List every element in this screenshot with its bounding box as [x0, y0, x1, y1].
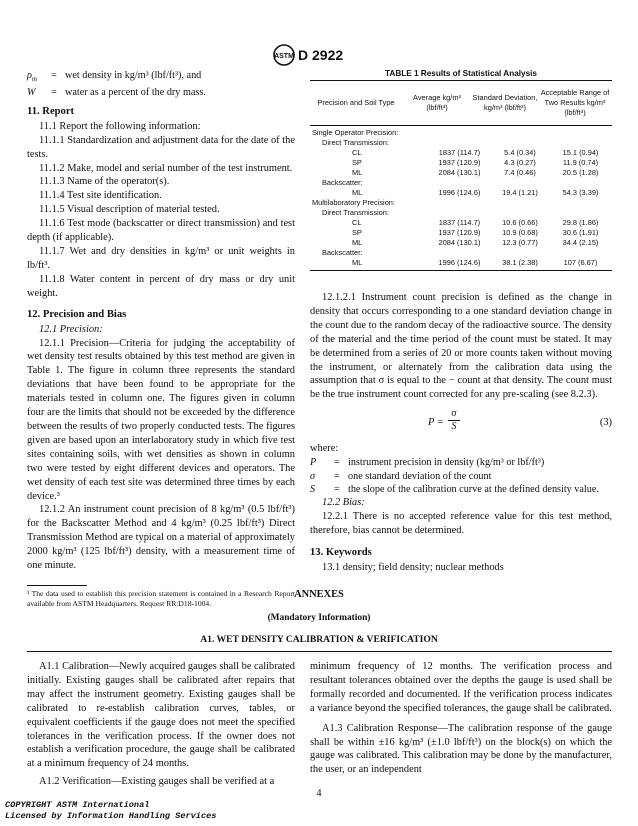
table-row: [310, 258, 612, 268]
report-items: [27, 120, 295, 301]
cell-average: [428, 208, 491, 218]
table-row: [310, 248, 612, 258]
cell-type: Single Operator Precision:: [312, 128, 399, 137]
cell-average: 1996 (124.6): [438, 258, 481, 267]
cell-average: 1837 (114.7): [438, 148, 481, 157]
table-row: [310, 208, 612, 218]
cell-type: ML: [352, 238, 363, 247]
cell-average: [428, 138, 491, 148]
table-row: [310, 138, 612, 148]
cell-std-dev: 12.3 (0.77): [502, 238, 538, 247]
results-table: [310, 80, 612, 271]
cell-range: [549, 128, 612, 138]
cell-range: 30.6 (1.91): [562, 228, 599, 237]
cell-range: [549, 208, 612, 218]
cell-range: [549, 248, 612, 258]
equation: [310, 408, 612, 438]
cell-type: ML: [352, 188, 363, 197]
def-text: the slope of the calibration curve at the defined density value.: [348, 483, 599, 495]
bias-12-2: 12.2 Bias:: [322, 497, 365, 509]
table-row: [310, 148, 612, 158]
report-item: 11.1.1 Standardization and adjustment data for the date of the tests.: [27, 134, 295, 160]
cell-average: [428, 128, 491, 138]
table-row: [310, 198, 612, 208]
cell-average: 1837 (114.7): [438, 218, 481, 227]
definition-row: [310, 456, 612, 469]
cell-type: Direct Transmission:: [322, 138, 389, 147]
def-eq: =: [51, 70, 57, 81]
cell-std-dev: [491, 128, 549, 138]
where-label: where:: [310, 443, 339, 455]
left-column: [27, 69, 295, 609]
def-symbol: W: [27, 87, 36, 99]
cell-std-dev: 10.9 (0.68): [502, 228, 538, 237]
col-header-average: Average kg/m³ (lbf/ft³): [413, 93, 461, 112]
def-text: water as a percent of the dry mass.: [65, 87, 206, 99]
col-header-std-dev: Standard Deviation, kg/m³ (lbf/ft³): [472, 93, 538, 112]
eq-number: (3): [599, 417, 612, 429]
annex-a1-2: A1.2 Verification—Existing gauges shall be verified at a: [39, 776, 275, 788]
cell-type: Multilaboratory Precision:: [312, 198, 395, 207]
eq-fraction: [448, 408, 460, 433]
footnote-rule: [27, 585, 87, 586]
eq-lhs: P =: [428, 417, 444, 429]
annex-a1-1: A1.1 Calibration—Newly acquired gauges shall be calibrated initially. Existing gauges shall be calibrated after repairs that may affect the instrument geometry. Existing gauges shall be calibrated to re-establish calibration curves, tables, or equivalent coefficients if the gauge does not meet the specified tolerances in the verification process. If the owner does not establish a verification procedure, the gauge shall be calibrated at a minimum frequency of 24 months.: [27, 661, 295, 770]
cell-std-dev: [491, 248, 549, 258]
table-row: [310, 168, 612, 178]
def-symbol: P: [310, 457, 317, 469]
cell-std-dev: 4.3 (0.27): [504, 158, 536, 167]
def-symbol: S: [310, 483, 316, 495]
cell-average: [428, 198, 491, 208]
report-item: 11.1.8 Water content in percent of dry mass or dry unit weight.: [27, 273, 295, 299]
definition-row: [310, 470, 612, 483]
top-definitions: [27, 69, 295, 100]
cell-range: 11.9 (0.74): [562, 158, 599, 167]
annex-title: ANNEXES: [294, 589, 344, 600]
precision-12-1: 12.1 Precision:: [39, 323, 103, 335]
def-text: wet density in kg/m³ (lbf/ft³), and: [65, 70, 202, 81]
keywords-text: 13.1 density; field density; nuclear methods: [322, 562, 504, 574]
report-item: 11.1.7 Wet and dry densities in kg/m³ or unit weights in lb/ft³.: [27, 246, 295, 271]
annex-a1-2-cont: minimum frequency of 12 months. The verification process and resultant tolerances obtained over the depths the gauge is used shall be formally recorded and documented. If the verification process indicates a variance beyond the specified tolerances, the gauge shall be calibrated.: [310, 661, 612, 714]
cell-std-dev: 38.1 (2.38): [502, 258, 538, 267]
copyright-line-1: COPYRIGHT ASTM International: [5, 800, 150, 810]
table-body: [310, 128, 612, 268]
definition-row: [27, 86, 295, 99]
cell-range: 107 (6.67): [563, 258, 598, 267]
table-header: [310, 81, 612, 126]
annex-left-column: [27, 660, 295, 789]
table-row: [310, 238, 612, 248]
doc-id: D 2922: [298, 47, 344, 63]
precision-12-1-1: 12.1.1 Precision—Criteria for judging the acceptability of wet density test results obtained by this test method are given in Table 1. The figure in column three represents the standard deviations that have been found to be appropriate for the materials tested in column one. The figures given in column four are the limits that should not be exceeded by the difference between the results of two properly conducted tests. The figures given are based upon an interlaboratory study in which five test sites containing soils, with wet densities as shown in column two were tested by eight different devices and operators. The wet density of each test site was determined three times by each device.³: [27, 337, 295, 502]
cell-range: 54.3 (3.39): [562, 188, 599, 197]
cell-std-dev: 5.4 (0.34): [504, 148, 536, 157]
copyright-line-2: Licensed by Information Handling Services: [5, 811, 217, 821]
table-row: [310, 128, 612, 138]
table-title: TABLE 1 Results of Statistical Analysis: [385, 69, 537, 78]
cell-range: 29.8 (1.86): [562, 218, 599, 227]
eq-denominator: S: [451, 421, 457, 433]
report-item: 11.1.5 Visual description of material tested.: [39, 204, 220, 216]
equation-definitions: [310, 456, 612, 496]
right-column: [310, 69, 612, 575]
report-item: 11.1.3 Name of the operator(s).: [39, 176, 170, 188]
footnote: ³ The data used to establish this precision statement is contained in a Research Report available from ASTM Headquarters. Request RR:D18-1004.: [27, 588, 295, 608]
cell-type: ML: [352, 168, 363, 177]
annex-a1-title: A1. WET DENSITY CALIBRATION & VERIFICATION: [200, 634, 438, 645]
cell-type: CL: [352, 218, 362, 227]
cell-average: [428, 178, 491, 188]
annex-subtitle: (Mandatory Information): [267, 613, 371, 623]
cell-std-dev: [491, 208, 549, 218]
table-row: [310, 228, 612, 238]
cell-type: Backscatter:: [322, 248, 363, 257]
cell-std-dev: [491, 198, 549, 208]
col-header-range: Acceptable Range of Two Results kg/m³ (lbf/ft³): [540, 88, 610, 117]
keywords-heading: 13. Keywords: [310, 547, 372, 559]
precision-heading: 12. Precision and Bias: [27, 308, 127, 320]
definition-row: [310, 483, 612, 496]
cell-range: [549, 198, 612, 208]
cell-std-dev: 7.4 (0.46): [504, 168, 536, 177]
cell-average: 1937 (120.9): [438, 228, 481, 237]
cell-type: Direct Transmission:: [322, 208, 389, 217]
cell-range: [549, 178, 612, 188]
def-eq: =: [334, 457, 340, 469]
bias-12-2-1: 12.2.1 There is no accepted reference value for this test method, therefore, bias cannot be determined.: [310, 511, 612, 537]
report-item: 11.1.2 Make, model and serial number of the test instrument.: [39, 162, 293, 174]
def-eq: =: [334, 483, 340, 495]
cell-type: CL: [352, 148, 362, 157]
table-row: [310, 158, 612, 168]
cell-type: SP: [352, 158, 362, 167]
cell-type: SP: [352, 228, 362, 237]
cell-range: [549, 138, 612, 148]
eq-numerator: σ: [448, 408, 460, 421]
cell-type: Backscatter:: [322, 178, 363, 187]
precision-12-1-2-1: 12.1.2.1 Instrument count precision is defined as the change in density that occurs corresponding to a one standard deviation change in the count due to the random decay of the radioactive source. The density of the material and the time period of the count must be stated. It may be determined from a series of 20 or more counts taken without moving the instrument, or alternately from the calibration data using the assumption that σ is equal to the − count at that density. The count must be the true instrument count corrected for any pre-scaling (see 8.2.3).: [310, 292, 612, 401]
cell-std-dev: 10.6 (0.66): [502, 218, 538, 227]
cell-std-dev: 19.4 (1.21): [502, 188, 538, 197]
cell-std-dev: [491, 178, 549, 188]
def-eq: =: [51, 87, 57, 99]
logo-text: ASTM: [274, 53, 294, 60]
cell-range: 34.4 (2.15): [562, 238, 599, 247]
cell-range: 20.5 (1.28): [562, 168, 599, 177]
def-text: one standard deviation of the count: [348, 470, 492, 482]
annex-right-column: [310, 660, 612, 777]
def-eq: =: [334, 470, 340, 482]
cell-range: 15.1 (0.94): [562, 148, 599, 157]
report-item: 11.1.4 Test site identification.: [39, 190, 162, 202]
annex-rule: [27, 651, 612, 652]
cell-average: 1996 (124.6): [438, 188, 481, 197]
table-row: [310, 178, 612, 188]
report-item: 11.1 Report the following information:: [39, 120, 201, 132]
cell-average: [428, 248, 491, 258]
cell-average: 2084 (130.1): [438, 168, 481, 177]
report-heading: 11. Report: [27, 105, 75, 117]
astm-logo-icon: [273, 44, 295, 66]
table-row: [310, 188, 612, 198]
table-row: [310, 218, 612, 228]
page-number: 4: [316, 788, 322, 799]
cell-average: 1937 (120.9): [438, 158, 481, 167]
cell-type: ML: [352, 258, 363, 267]
cell-std-dev: [491, 138, 549, 148]
definition-row: [27, 69, 295, 86]
def-text: instrument precision in density (kg/m³ or lbf/ft³): [348, 457, 545, 469]
precision-12-1-2: 12.1.2 An instrument count precision of 8 kg/m³ (0.5 lbf/ft³) for the Backscatter Method and 4 kg/m³ (0.25 lbf/ft³) Direct Transmission Method are typical on a material of approximately 2000 kg/m³ (125 lbf/ft³) density, with a measurement time of one minute.: [27, 504, 295, 572]
def-symbol: $\rho_m$: [27, 70, 37, 84]
def-symbol: σ: [310, 470, 316, 482]
report-item: 11.1.6 Test mode (backscatter or direct transmission) and test depth (if applicable).: [27, 218, 295, 244]
col-header-type: Precision and Soil Type: [317, 98, 395, 107]
annex-a1-3: A1.3 Calibration Response—The calibration response of the gauge shall be within ±16 kg/m³ (±1.0 lbf/ft³) on the block(s) on which the gauge was calibrated. This calibration may be done by the manufacturer, the user, or an independent: [310, 722, 612, 776]
cell-average: 2084 (130.1): [438, 238, 481, 247]
